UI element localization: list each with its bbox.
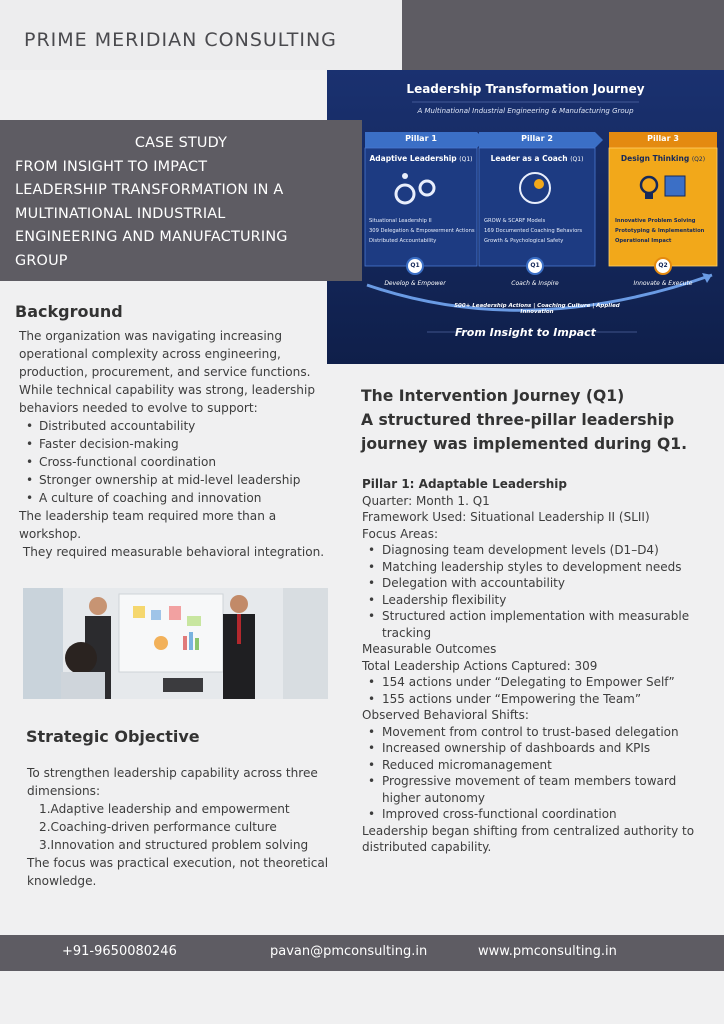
list-item: • Matching leadership styles to development needs	[362, 559, 712, 576]
background-line-1: The leadership team required more than a workshop.	[19, 509, 277, 541]
badge-q1-a-label: Q1	[410, 262, 420, 269]
hero-infographic	[327, 70, 724, 364]
focus-list	[362, 542, 712, 641]
list-item: • Cross-functional coordination	[19, 453, 325, 471]
pillar-3-name: Design Thinking (Q2)	[620, 154, 706, 163]
actions-list	[362, 674, 712, 707]
meeting-photo	[23, 588, 328, 699]
pillar-1-item: 309 Delegation & Empowerment Actions	[369, 228, 475, 234]
pillar-3-items	[615, 216, 715, 246]
objective-closing: The focus was practical execution, not theoretical knowledge.	[27, 856, 329, 888]
list-item: 1.Adaptive leadership and empowerment	[39, 802, 290, 816]
framework-line: Framework Used: Situational Leadership II (SLII)	[362, 510, 650, 524]
arc-text: 500+ Leadership Actions | Coaching Culture | Applied Innovation	[454, 303, 620, 315]
list-item: • Distributed accountability	[19, 417, 325, 435]
list-item: • Movement from control to trust-based delegation	[362, 724, 712, 741]
pillar-2-tag: Pillar 2	[521, 134, 553, 143]
total-actions: Total Leadership Actions Captured: 309	[362, 658, 598, 673]
hero-subtitle: A Multinational Industrial Engineering & Manufacturing Group	[417, 107, 634, 115]
list-item: • Improved cross-functional coordination	[362, 806, 712, 823]
intervention-heading-line: The Intervention Journey (Q1)	[361, 387, 625, 405]
pillar-1-items	[369, 216, 475, 246]
intervention-closing: Leadership began shifting from centralized authority to distributed capability.	[362, 823, 695, 854]
list-item: 2.Coaching-driven performance culture	[39, 820, 277, 834]
pillar-3-item: Operational Impact	[615, 238, 672, 244]
case-study-title-line: ENGINEERING AND MANUFACTURING	[15, 229, 288, 245]
hero-title: Leadership Transformation Journey	[406, 82, 645, 96]
pillar-1-tag: Pillar 1	[405, 134, 437, 143]
hero-footer: From Insight to Impact	[455, 326, 596, 339]
pillar-1-name: Adaptive Leadership (Q1)	[369, 154, 473, 163]
pillar-2-items	[484, 216, 594, 246]
pillar-2-item: GROW & SCARF Models	[484, 218, 546, 224]
badge-q1-b-label: Q1	[530, 262, 540, 269]
case-study-title-line: LEADERSHIP TRANSFORMATION IN A	[15, 182, 284, 198]
shifts-label: Observed Behavioral Shifts:	[362, 708, 529, 722]
list-item: • Delegation with accountability	[362, 575, 712, 592]
quarter-line: Quarter: Month 1. Q1	[362, 493, 490, 508]
outcomes-label: Measurable Outcomes	[362, 642, 497, 656]
footer-website[interactable]: www.pmconsulting.in	[478, 944, 617, 959]
brand-name: PRIME MERIDIAN CONSULTING	[24, 29, 337, 51]
objective-intro: To strengthen leadership capability across three dimensions:	[27, 766, 318, 798]
list-item: • Leadership flexibility	[362, 592, 712, 609]
header-accent	[402, 0, 724, 70]
objective-list	[27, 800, 332, 854]
caption-3: Innovate & Execute	[633, 280, 693, 287]
intervention-heading-line: A structured three-pillar leadership	[361, 411, 675, 429]
footer-bar	[0, 935, 724, 971]
background-body	[19, 327, 325, 561]
list-item: • Increased ownership of dashboards and KPIs	[362, 740, 712, 757]
case-study-title-line: GROUP	[15, 252, 68, 269]
intervention-heading-line: journey was implemented during Q1.	[361, 435, 688, 453]
footer-email[interactable]: pavan@pmconsulting.in	[270, 944, 428, 959]
background-list	[19, 417, 325, 507]
shifts-list	[362, 724, 712, 823]
pillar-2-item: Growth & Psychological Safety	[484, 238, 564, 244]
list-item: • Diagnosing team development levels (D1–D4)	[362, 542, 712, 559]
pillar-3-tag: Pillar 3	[647, 134, 679, 143]
list-item: • Progressive movement of team members toward higher autonomy	[362, 773, 712, 806]
list-item: • Stronger ownership at mid-level leadership	[19, 471, 325, 489]
case-study-title-line: MULTINATIONAL INDUSTRIAL	[15, 205, 226, 222]
pillar-2-name: Leader as a Coach (Q1)	[490, 154, 584, 163]
footer-phone[interactable]: +91-9650080246	[62, 944, 177, 959]
pillar-2-item: 169 Documented Coaching Behaviors	[484, 228, 583, 234]
list-item: • Faster decision-making	[19, 435, 325, 453]
list-item: 3.Innovation and structured problem solving	[39, 838, 309, 852]
focus-label: Focus Areas:	[362, 526, 438, 541]
badge-q2-label: Q2	[658, 262, 668, 269]
list-item: • Reduced micromanagement	[362, 757, 712, 774]
intervention-body	[362, 476, 712, 856]
list-item: • Structured action implementation with measurable tracking	[362, 608, 712, 641]
background-intro: The organization was navigating increasing operational complexity across engineering, production, procurement, and service functions. While technical capability was strong, leadership behaviors needed to evolve to support:	[19, 329, 315, 415]
pillar-1-item: Distributed Accountability	[369, 238, 437, 244]
objective-heading: Strategic Objective	[26, 727, 200, 746]
list-item: • A culture of coaching and innovation	[19, 489, 325, 507]
case-study-label: CASE STUDY	[134, 135, 228, 151]
case-study-title-line: FROM INSIGHT TO IMPACT	[15, 158, 208, 175]
list-item: • 155 actions under “Empowering the Team”	[362, 691, 712, 708]
caption-1: Develop & Empower	[384, 280, 446, 287]
list-item: • 154 actions under “Delegating to Empower Self”	[362, 674, 712, 691]
intervention-heading	[361, 384, 701, 456]
caption-2: Coach & Inspire	[511, 280, 559, 287]
pillar-title: Pillar 1: Adaptable Leadership	[362, 477, 567, 491]
pillar-3-item: Innovative Problem Solving	[615, 218, 696, 224]
case-study-box	[0, 120, 362, 281]
objective-body	[27, 764, 332, 890]
background-line-2: They required measurable behavioral integration.	[19, 545, 325, 559]
pillar-3-item: Prototyping & Implementation	[615, 228, 705, 234]
pillar-1-item: Situational Leadership II	[369, 218, 432, 224]
background-heading: Background	[15, 302, 123, 321]
